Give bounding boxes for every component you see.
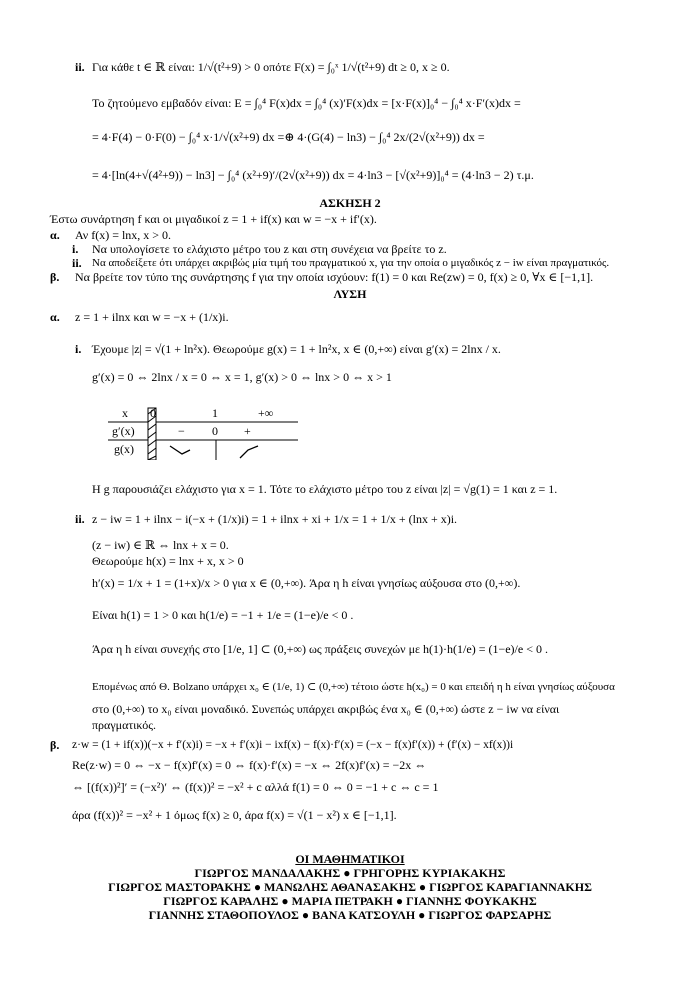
- solution-ii-line-7: Επομένως από Θ. Bolzano υπάρχει x₀ ∈ (1/e, 1) ⊂ (0,+∞) τέτοιο ώστε h(x₀) = 0 και επειδή η h είναι γνησίως αύξουσα: [92, 681, 615, 693]
- solution-ii-line-3: Θεωρούμε h(x) = lnx + x, x > 0: [92, 554, 244, 568]
- table-x-zero: 0: [150, 406, 156, 420]
- item-label-ii: ii.: [75, 512, 85, 526]
- area-line-1: Το ζητούμενο εμβαδόν είναι: E = ∫₀⁴ F(x)dx = ∫₀⁴ (x)′F(x)dx = [x·F(x)]₀⁴ − ∫₀⁴ x·F′(x)dx =: [92, 96, 521, 110]
- solution-ii-line-9: πραγματικός.: [92, 718, 156, 732]
- footer-heading: ΟΙ ΜΑΘΗΜΑΤΙΚΟΙ: [295, 852, 405, 866]
- table-x-label: x: [122, 406, 128, 420]
- table-x-one: 1: [212, 406, 218, 420]
- table-x-inf: +∞: [258, 406, 274, 420]
- solution-i-line-2: g′(x) = 0 ⇔ 2lnx / x = 0 ⇔ x = 1, g′(x) > 0 ⇔ lnx > 0 ⇔ x > 1: [92, 370, 392, 384]
- item-label-a: α.: [50, 228, 60, 242]
- solution-ii-line-6: Άρα η h είναι συνεχής στο [1/e, 1] ⊂ (0,+∞) ως πράξεις συνεχών με h(1)·h(1/e) = (1−e)/e < 0 .: [92, 642, 548, 656]
- solution-ii-line-1: z − iw = 1 + ilnx − i(−x + (1/x)i) = 1 + ilnx + xi + 1/x = 1 + 1/x + (lnx + x)i.: [92, 512, 458, 526]
- item-label-i: i.: [75, 342, 82, 356]
- exercise-a-i: Να υπολογίσετε το ελάχιστο μέτρο του z και στη συνέχεια να βρείτε το z.: [92, 242, 447, 256]
- solution-ii-line-2: (z − iw) ∈ ℝ ⇔ lnx + x = 0.: [92, 538, 229, 552]
- exercise-title: ΑΣΚΗΣΗ 2: [319, 196, 381, 210]
- area-line-3: = 4·[ln(4+√(4²+9)) − ln3] − ∫₀⁴ (x²+9)′/(2√(x²+9)) dx = 4·ln3 − [√(x²+9)]₀⁴ = (4·ln3 − 2) τ.μ.: [92, 168, 534, 182]
- table-gprime-label: g′(x): [112, 424, 135, 438]
- solution-ii-line-8: στο (0,+∞) το x₀ είναι μοναδικό. Συνεπώς υπάρχει ακριβώς ένα x₀ ∈ (0,+∞) ώστε z − iw να είναι: [92, 702, 560, 716]
- solution-title: ΛΥΣΗ: [333, 287, 367, 301]
- item-label-ii: ii.: [75, 60, 85, 74]
- solution-i-line-3: Η g παρουσιάζει ελάχιστο για x = 1. Τότε το ελάχιστο μέτρο του z είναι |z| = √g(1) = 1 και z = 1.: [92, 482, 558, 496]
- solution-b-line-2: Re(z·w) = 0 ⇔ −x − f(x)f′(x) = 0 ⇔ f(x)·f′(x) = −x ⇔ 2f(x)f′(x) = −2x ⇔: [72, 758, 427, 772]
- decreasing-arrow: [170, 446, 190, 454]
- table-g-label: g(x): [114, 442, 134, 456]
- exercise-intro: Έστω συνάρτηση f και οι μιγαδικοί z = 1 + if(x) και w = −x + if′(x).: [50, 212, 377, 226]
- increasing-arrow: [240, 446, 258, 458]
- exercise-b-text: Να βρείτε τον τύπο της συνάρτησης f για την οποία ισχύουν: f(1) = 0 και Re(zw) = 0, f(x) ≥ 0, ∀x ∈ [−1,1].: [75, 270, 594, 284]
- item-label-a: α.: [50, 310, 60, 324]
- footer-authors-line-3: ΓΙΩΡΓΟΣ ΚΑΡΑΛΗΣ ● ΜΑΡΙΑ ΠΕΤΡΑΚΗ ● ΓΙΑΝΝΗΣ ΦΟΥΚΑΚΗΣ: [163, 894, 537, 908]
- solution-ii-line-5: Είναι h(1) = 1 > 0 και h(1/e) = −1 + 1/e = (1−e)/e < 0 .: [92, 608, 354, 622]
- table-gprime-zero: 0: [212, 424, 218, 438]
- solution-ii-line-4: h′(x) = 1/x + 1 = (1+x)/x > 0 για x ∈ (0,+∞). Άρα η h είναι γνησίως αύξουσα στο (0,+∞).: [92, 576, 521, 590]
- solution-b-line-1: z·w = (1 + if(x))(−x + f′(x)i) = −x + f′(x)i − ixf(x) − f(x)·f′(x) = (−x − f(x)f′(x)) + (f′(x) − xf(x))i: [72, 739, 514, 751]
- exercise-a-text: Αν f(x) = lnx, x > 0.: [75, 228, 172, 242]
- solution-b-line-4: άρα (f(x))² = −x² + 1 όμως f(x) ≥ 0, άρα f(x) = √(1 − x²) x ∈ [−1,1].: [72, 808, 397, 822]
- item-label-ii: ii.: [72, 256, 82, 270]
- footer-authors-line-2: ΓΙΩΡΓΟΣ ΜΑΣΤΟΡΑΚΗΣ ● ΜΑΝΩΛΗΣ ΑΘΑΝΑΣΑΚΗΣ ● ΓΙΩΡΓΟΣ ΚΑΡΑΓΙΑΝΝΑΚΗΣ: [108, 880, 592, 894]
- item-label-b: β.: [50, 738, 60, 752]
- table-gprime-plus: +: [244, 424, 251, 438]
- table-gprime-minus: −: [178, 424, 185, 438]
- exercise-a-ii: Να αποδείξετε ότι υπάρχει ακριβώς μία τιμή του πραγματικού x, για την οποία ο μιγαδικός z − iw είναι πραγματικός.: [92, 257, 610, 269]
- item-label-i: i.: [72, 242, 79, 256]
- solution-i-line-1: Έχουμε |z| = √(1 + ln²x). Θεωρούμε g(x) = 1 + ln²x, x ∈ (0,+∞) είναι g′(x) = 2lnx / x.: [92, 342, 501, 356]
- variation-table: [108, 404, 298, 460]
- footer-authors-line-4: ΓΙΑΝΝΗΣ ΣΤΑΘΟΠΟΥΛΟΣ ● ΒΑΝΑ ΚΑΤΣΟΥΛΗ ● ΓΙΩΡΓΟΣ ΦΑΡΣΑΡΗΣ: [148, 908, 552, 922]
- area-line-2: = 4·F(4) − 0·F(0) − ∫₀⁴ x·1/√(x²+9) dx =⊕ 4·(G(4) − ln3) − ∫₀⁴ 2x/(2√(x²+9)) dx =: [92, 130, 485, 144]
- solution-a-text: z = 1 + ilnx και w = −x + (1/x)i.: [75, 310, 229, 324]
- solution-b-line-3: ⇔ [(f(x))²]′ = (−x²)′ ⇔ (f(x))² = −x² + c αλλά f(1) = 0 ⇔ 0 = −1 + c ⇔ c = 1: [72, 780, 439, 794]
- footer-authors-line-1: ΓΙΩΡΓΟΣ ΜΑΝΔΑΛΑΚΗΣ ● ΓΡΗΓΟΡΗΣ ΚΥΡΙΑΚΑΚΗΣ: [194, 866, 506, 880]
- item-label-b: β.: [50, 270, 60, 284]
- statement-line: Για κάθε t ∈ ℝ είναι: 1/√(t²+9) > 0 οπότε F(x) = ∫₀ˣ 1/√(t²+9) dt ≥ 0, x ≥ 0.: [92, 60, 450, 74]
